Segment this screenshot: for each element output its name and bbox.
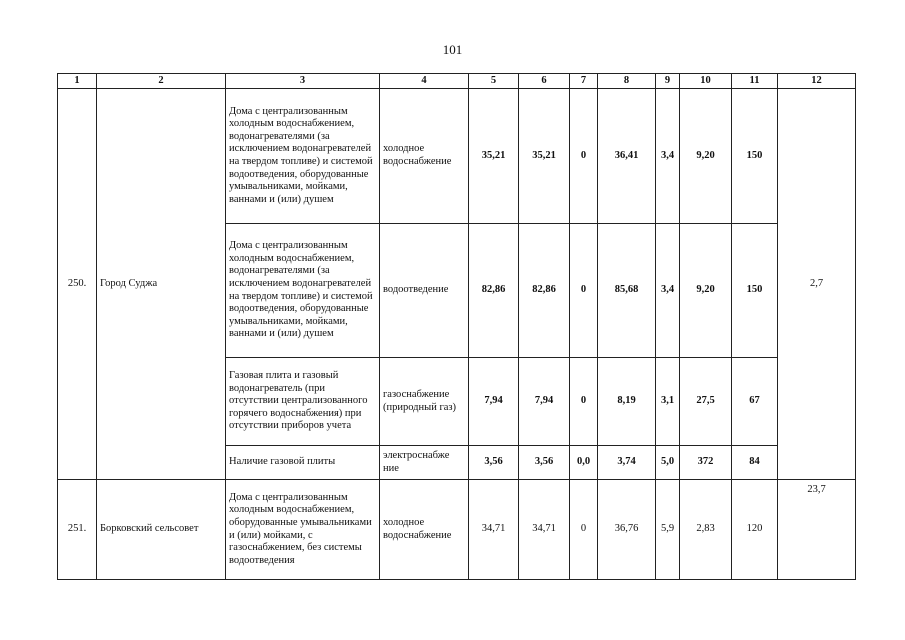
page-number: 101 [442, 42, 463, 57]
utility-service: газоснабжение (природный газ) [380, 358, 469, 446]
housing-description: Дома с централизованным холодным водоснабжением, оборудованные умывальниками и (или) мойками, с газоснабжением, без системы водоотведения [226, 480, 380, 580]
column-header: 5 [469, 74, 519, 89]
value-cell: 120 [732, 480, 778, 580]
value-cell: 82,86 [519, 224, 570, 358]
value-cell: 3,4 [656, 89, 680, 224]
table-row [58, 480, 856, 580]
table-row [58, 89, 856, 224]
value-cell: 7,94 [519, 358, 570, 446]
value-cell: 3,74 [598, 446, 656, 480]
housing-description: Наличие газовой плиты [226, 446, 380, 480]
value-cell: 0 [570, 224, 598, 358]
column-header: 11 [732, 74, 778, 89]
value-cell: 9,20 [680, 89, 732, 224]
column-header: 6 [519, 74, 570, 89]
value-cell: 0,0 [570, 446, 598, 480]
column-header: 4 [380, 74, 469, 89]
value-cell: 34,71 [519, 480, 570, 580]
value-cell: 0 [570, 89, 598, 224]
value-cell: 85,68 [598, 224, 656, 358]
utility-service: холодное водоснабжение [380, 89, 469, 224]
column-header: 1 [58, 74, 97, 89]
data-table [57, 73, 856, 580]
column-header: 2 [97, 74, 226, 89]
value-cell: 0 [570, 480, 598, 580]
column-header: 9 [656, 74, 680, 89]
value-cell: 34,71 [469, 480, 519, 580]
column-header: 7 [570, 74, 598, 89]
value-cell: 372 [680, 446, 732, 480]
value-cell: 36,76 [598, 480, 656, 580]
value-cell: 27,5 [680, 358, 732, 446]
settlement-name: Город Суджа [97, 89, 226, 480]
value-cell: 7,94 [469, 358, 519, 446]
group-value: 23,7 [778, 480, 856, 580]
value-cell: 82,86 [469, 224, 519, 358]
column-number-row [58, 74, 856, 89]
housing-description: Газовая плита и газовый водонагреватель (при отсутствии централизованного горячего водоснабжения) при отсутствии приборов учета [226, 358, 380, 446]
row-number: 251. [58, 480, 97, 580]
value-cell: 67 [732, 358, 778, 446]
housing-description: Дома с централизованным холодным водоснабжением, водонагревателями (за исключением водонагревателей на твердом топливе) и системой водоотведения, оборудованные умывальниками, мойками, ваннами и (или) душем [226, 89, 380, 224]
value-cell: 3,1 [656, 358, 680, 446]
utility-service: электроснабже ние [380, 446, 469, 480]
utility-service: водоотведение [380, 224, 469, 358]
settlement-name: Борковский сельсовет [97, 480, 226, 580]
value-cell: 150 [732, 89, 778, 224]
utility-service: холодное водоснабжение [380, 480, 469, 580]
value-cell: 35,21 [519, 89, 570, 224]
column-header: 8 [598, 74, 656, 89]
column-header: 12 [778, 74, 856, 89]
value-cell: 3,56 [469, 446, 519, 480]
column-header: 10 [680, 74, 732, 89]
value-cell: 5,9 [656, 480, 680, 580]
housing-description: Дома с централизованным холодным водоснабжением, водонагревателями (за исключением водонагревателей на твердом топливе) и системой водоотведения, оборудованные умывальниками, мойками, ваннами и (или) душем [226, 224, 380, 358]
column-header: 3 [226, 74, 380, 89]
value-cell: 9,20 [680, 224, 732, 358]
value-cell: 0 [570, 358, 598, 446]
value-cell: 84 [732, 446, 778, 480]
value-cell: 2,83 [680, 480, 732, 580]
value-cell: 36,41 [598, 89, 656, 224]
value-cell: 5,0 [656, 446, 680, 480]
value-cell: 150 [732, 224, 778, 358]
value-cell: 8,19 [598, 358, 656, 446]
row-number: 250. [58, 89, 97, 480]
value-cell: 35,21 [469, 89, 519, 224]
value-cell: 3,56 [519, 446, 570, 480]
value-cell: 3,4 [656, 224, 680, 358]
group-value: 2,7 [778, 89, 856, 480]
